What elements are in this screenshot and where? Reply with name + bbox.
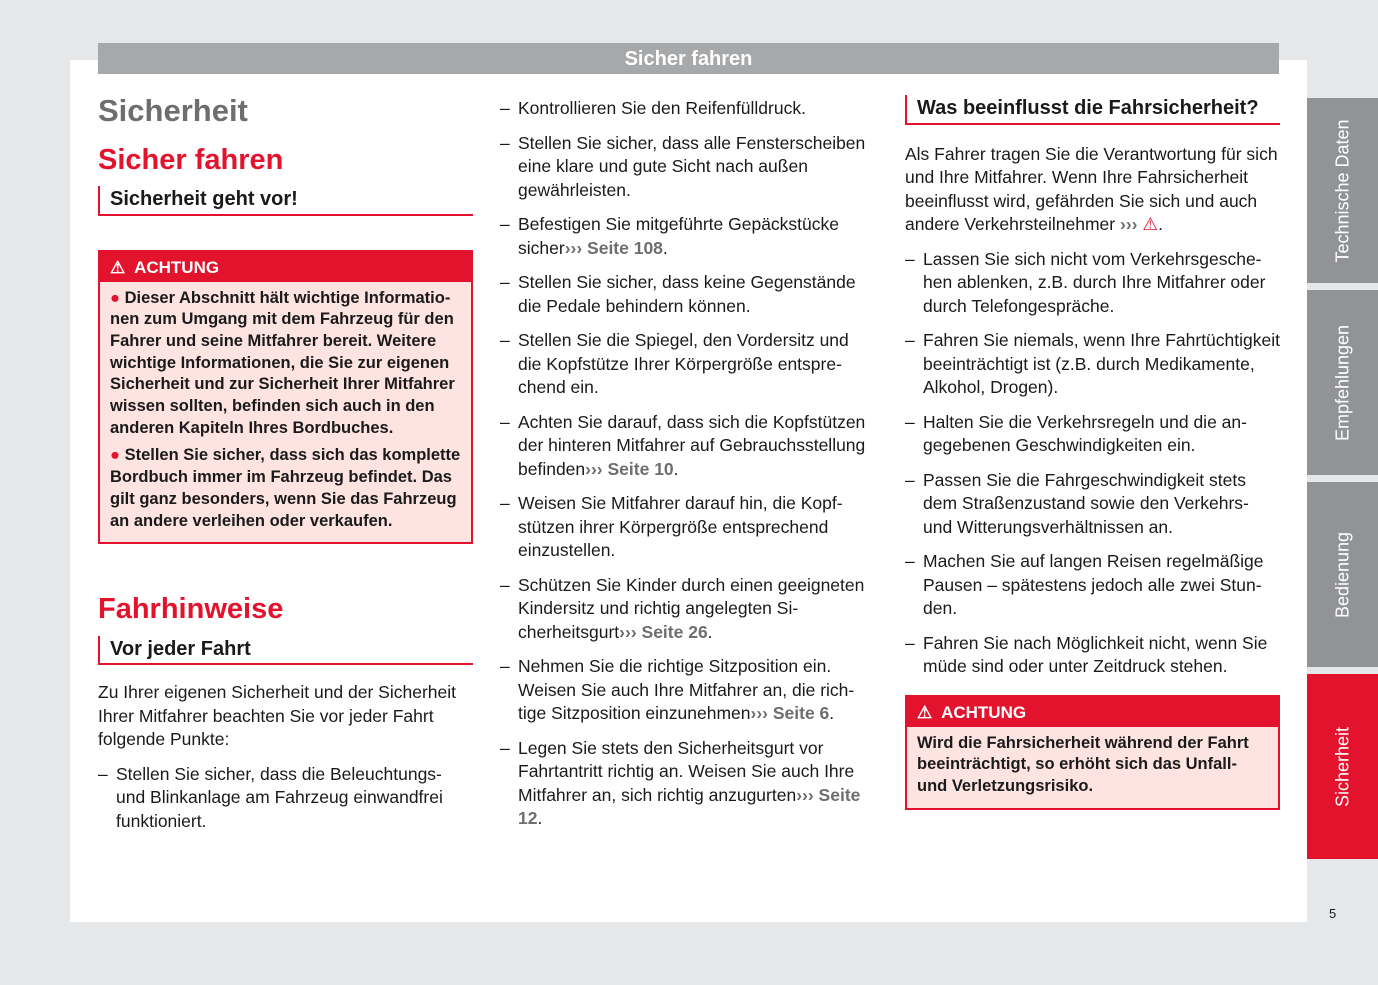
intro-text: Als Fahrer tragen Sie die Verantwortung für sich und Ihre Mitfahrer. Wenn Ihre Fahrsicherheit beeinflusst wird, gefährden Sie sich und auch andere Verkehrsteilnehmer ››› ⚠. — [905, 143, 1278, 234]
chapter-title: Sicherheit — [98, 93, 248, 128]
list-item: – Stellen Sie sicher, dass keine Gegenstände die Pedale behindern können. — [500, 271, 875, 318]
list-item: – Machen Sie auf langen Reisen regelmäßige Pausen – spätestens jedoch alle zwei Stunden. — [905, 550, 1280, 621]
warning-box — [98, 250, 473, 545]
warning-box — [905, 695, 1280, 810]
list-item: – Weisen Sie Mitfahrer darauf hin, die Kopfstützen ihrer Körpergröße entsprechend einzustellen. — [500, 492, 875, 563]
warning-icon: ⚠ — [110, 257, 126, 277]
subsection-title: Vor jeder Fahrt — [98, 636, 473, 666]
running-header: Sicher fahren — [98, 43, 1279, 74]
list-item: – Fahren Sie nach Möglichkeit nicht, wenn Sie müde sind oder unter Zeitdruck stehen. — [905, 632, 1280, 679]
cross-reference[interactable]: ››› Seite 26 — [619, 621, 708, 642]
list-item: – Legen Sie stets den Sicherheitsgurt vor Fahrtantritt richtig an. Weisen Sie auch Ihre Mitfahrer an, sich richtig anzugurten››› Seite 12. — [500, 737, 875, 831]
list-item: – Halten Sie die Verkehrsregeln und die angegebenen Geschwindigkeiten ein. — [905, 411, 1280, 458]
list-item: – Lassen Sie sich nicht vom Verkehrsgeschehen ablenken, z.B. durch Ihre Mitfahrer oder durch Telefongespräche. — [905, 248, 1280, 319]
list-item: – Stellen Sie sicher, dass die Beleuchtungs- und Blinkanlage am Fahrzeug einwandfrei funktioniert. — [98, 763, 473, 834]
intro-text: Zu Ihrer eigenen Sicherheit und der Sicherheit Ihrer Mitfahrer beachten Sie vor jeder Fahrt folgende Punkte: — [98, 682, 456, 750]
warning-icon: ⚠ — [1142, 214, 1159, 234]
section-title: Sicher fahren — [98, 143, 284, 176]
list-item: – Fahren Sie niemals, wenn Ihre Fahrtüchtigkeit beeinträchtigt ist (z.B. durch Medikamente, Alkohol, Drogen). — [905, 329, 1280, 400]
list-item: – Befestigen Sie mitgeführte Gepäckstücke sicher››› Seite 108. — [500, 213, 875, 260]
cross-reference[interactable]: ››› — [1120, 214, 1138, 234]
list-item: – Stellen Sie die Spiegel, den Vordersitz und die Kopfstütze Ihrer Körpergröße entsprechend ein. — [500, 329, 875, 400]
column-3 — [905, 95, 1280, 820]
cross-reference[interactable]: ››› Seite 108 — [564, 237, 663, 258]
list-item: – Stellen Sie sicher, dass alle Fensterscheiben eine klare und gute Sicht nach außen gewährleisten. — [500, 132, 875, 203]
tab-bedienung[interactable]: Bedienung — [1307, 482, 1378, 667]
cross-reference[interactable]: ››› Seite 10 — [585, 458, 674, 479]
list-item: – Passen Sie die Fahrgeschwindigkeit stets dem Straßenzustand sowie den Verkehrs- und Witterungsverhältnissen an. — [905, 469, 1280, 540]
column-1 — [98, 95, 473, 844]
warning-title: ACHTUNG — [134, 257, 220, 277]
tab-empfehlungen[interactable]: Empfehlungen — [1307, 290, 1378, 475]
warning-text: Wird die Fahrsicherheit während der Fahrt beeinträchtigt, so erhöht sich das Unfall- und Verletzungsrisiko. — [917, 733, 1249, 795]
cross-reference[interactable]: ››› Seite 12 — [518, 784, 861, 828]
warning-icon: ⚠ — [917, 702, 933, 722]
subsection-title: Was beeinflusst die Fahrsicherheit? — [905, 95, 1280, 125]
page-number: 5 — [1329, 906, 1337, 921]
list-item: – Achten Sie darauf, dass sich die Kopfstützen der hinteren Mitfahrer auf Gebrauchsstellung befinden››› Seite 10. — [500, 411, 875, 482]
list-item: – Kontrollieren Sie den Reifenfülldruck. — [500, 97, 875, 121]
section-title: Fahrhinweise — [98, 593, 284, 626]
list-item: – Schützen Sie Kinder durch einen geeigneten Kindersitz und richtig angelegten Sicherheitsgurt››› Seite 26. — [500, 574, 875, 645]
warning-title: ACHTUNG — [941, 702, 1027, 722]
tab-sicherheit[interactable]: Sicherheit — [1307, 674, 1378, 859]
tab-technische-daten[interactable]: Technische Daten — [1307, 98, 1378, 283]
column-2 — [500, 97, 875, 842]
subsection-title: Sicherheit geht vor! — [98, 186, 473, 216]
cross-reference[interactable]: ››› Seite 6 — [750, 703, 830, 723]
warning-item: ● Dieser Abschnitt hält wichtige Informationen zum Umgang mit dem Fahrzeug für den Fahrer und seine Mitfahrer bereit. Weitere wichtige Informationen, die Sie zur eigenen Sicherheit und zur Sicherheit Ihrer Mitfahrer wissen sollten, befinden sich auch in den anderen Kapiteln Ihres Bordbuches. — [110, 288, 455, 437]
warning-item: ● Stellen Sie sicher, dass sich das komplette Bordbuch immer im Fahrzeug befindet. Das gilt ganz besonders, wenn Sie das Fahrzeug an andere verleihen oder verkaufen. — [110, 446, 461, 530]
list-item: – Nehmen Sie die richtige Sitzposition ein. Weisen Sie auch Ihre Mitfahrer an, die richtige Sitzposition einzunehmen››› Seite 6. — [500, 655, 875, 726]
